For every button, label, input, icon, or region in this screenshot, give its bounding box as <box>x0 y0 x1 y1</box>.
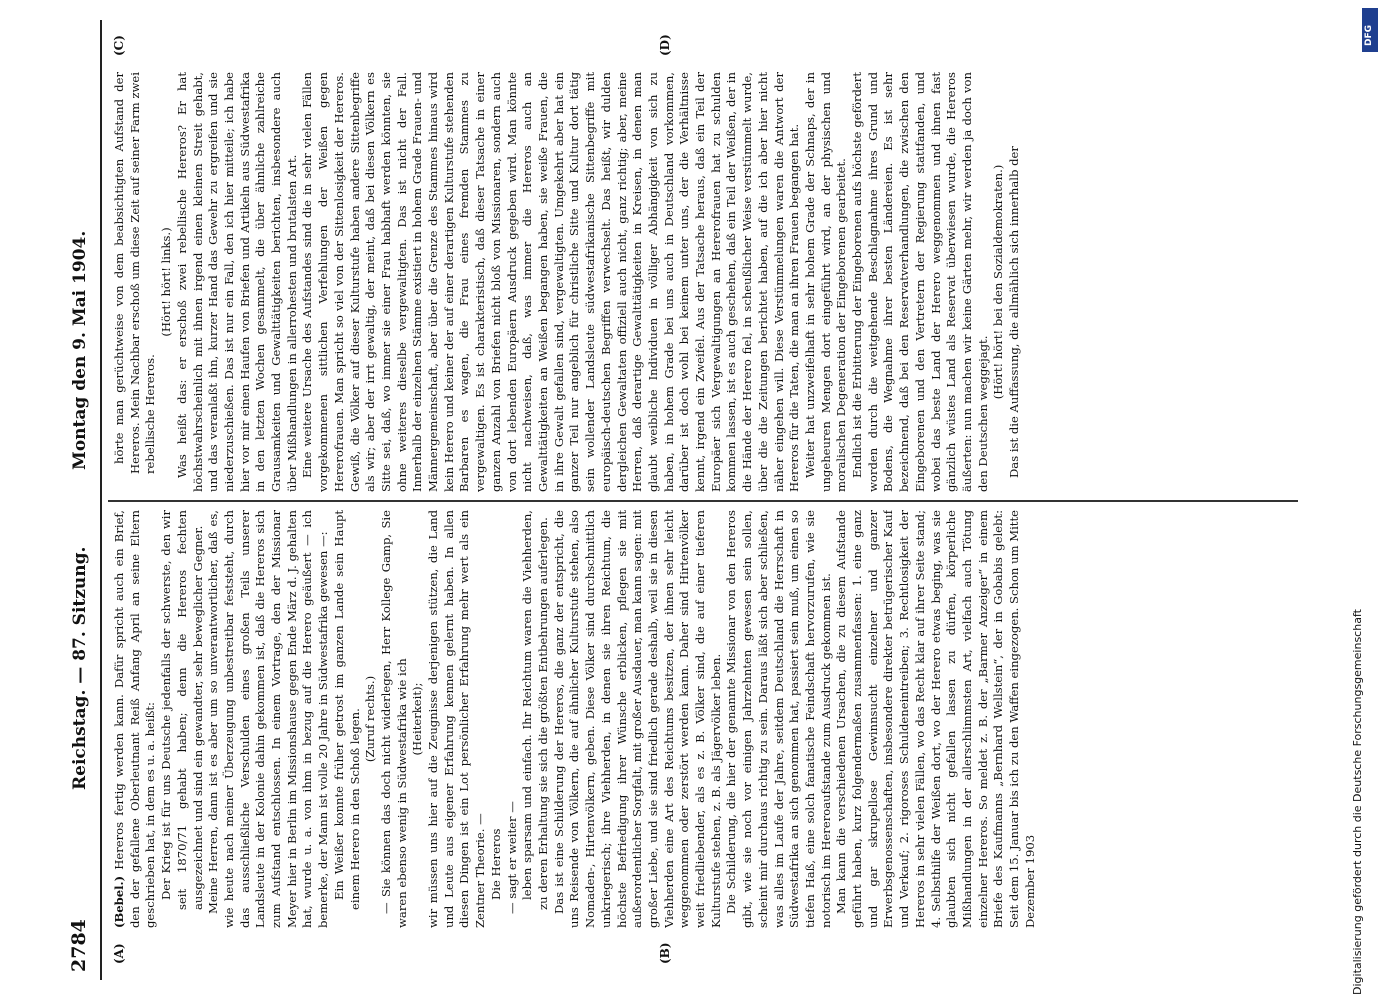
column-rule <box>108 500 1298 502</box>
margin-mark-c: (C) <box>112 35 126 56</box>
paragraph: Die Schilderung, die hier der genannte Missionar von den Hereros gibt, wie sie noch vor einigen Jahrzehnten gewesen sein sollen, scheint mir durchaus richtig zu sein. Daraus läßt sich aber schließen, was alles im Laufe der Jahre, seitdem Deutschland die Herrschaft in Südwestafrika an sich genommen hat, passiert sein muß, um einen so tiefen Haß, eine solch fanatische Feindschaft hervorzurufen, wie sie notorisch im Hereroaufstande zum Ausdruck gekommen ist. <box>724 510 833 928</box>
right-column <box>112 72 1302 492</box>
paragraph: Meine Herren, dann ist es aber um so unverantwortlicher, daß es, wie heute nach meiner Überzeugung unbestreitbar feststeht, durch das ausschließliche Verschulden eines großen Teils unserer Landsleute in der Kolonie dahin gekommen ist, daß die Hereros sich zum Aufstand entschlossen. In einem Vortrage, den der Missionar Meyer hier in Berlin im Missionshause gegen Ende März d. J. gehalten hat, wurde u. a. von ihm in bezug auf die Herero geäußert — ich bemerke, der Mann ist volle 20 Jahre in Südwestafrika gewesen —: <box>206 510 331 928</box>
quote: Die Hereros <box>488 828 503 900</box>
interjection: (Hört! hört! links.) <box>159 227 174 337</box>
interjection: (Hört! hört! bei den Sozialdemokraten.) <box>991 164 1006 400</box>
paragraph: — Sie können das doch nicht widerlegen, Herr Kollege Gamp, Sie waren ebenso wenig in Südwestafrika wie ich <box>378 510 409 928</box>
quote: Ein Weißer konnte früher getrost im ganzen Lande sein Haupt einem Herero in den Schoß legen. <box>331 510 362 910</box>
page-header <box>60 20 100 980</box>
digitization-note <box>1337 0 1383 1000</box>
digitization-note-text: Digitalisierung gefördert durch die Deutsche Forschungsgemeinschaft <box>1351 609 1364 995</box>
paragraph: Was heißt das: er erschoß zwei rebellische Hereros? Er hat höchstwahrscheinlich mit ihnen irgend einen kleinen Streit gehabt, und das veranlaßt ihn, kurzer Hand das Gewehr zu ergreifen und sie niederzuschießen. Das ist nur ein Fall, den ich hier mitteile; ich habe hier vor mir einen Haufen von Briefen und Artikeln aus Südwestafrika in den letzten Wochen gesammelt, die über ähnliche zahlreiche Grausamkeiten und Gewalttätigkeiten berichten, insbesondere auch über Mißhandlungen in allerrohesten und brutalsten Art. <box>174 72 299 492</box>
page-number: 2784 <box>68 919 90 972</box>
dfg-logo-text: DFG <box>1364 24 1374 46</box>
paragraph: Weiter hat unzweifelhaft in sehr hohem Grade der Schnaps, der in ungeheuren Mengen dort eingeführt wird, an der physischen und moralischen Degeneration der Eingeborenen gearbeitet. <box>802 72 849 492</box>
paragraph: Man kann die verschiedenen Ursachen, die zu diesem Aufstande geführt haben, kurz folgendermaßen zusammenfassen: 1. eine ganz und gar skrupellose Gewinnsucht einzelner und ganzer Erwerbsgenossenschaften, insbesondere direkter betrügerischer Kauf und Verkauf; 2. rigoroses Schuldeneintreiben; 3. Rechtlosigkeit der Hereros in sehr vielen Fällen, wo das Recht klar auf ihrer Seite stand; 4. Selbsthilfe der Weißen dort, wo der Herero etwas beging, was sie glaubten sich nicht gefallen lassen zu dürfen, körperliche Mißhandlungen in der allerschlimmsten Art, vielfach auch Tötung einzelner Hereros. So meldet z. B. der „Barmer Anzeiger“ in einem Briefe des Kaufmanns „Bernhard Wellstein“, der in Gobabis gelebt: Seit dem 15. Januar bis ich zu den Waffen eingezogen. Schon um Mitte Dezember 1903 <box>834 510 1037 928</box>
header-title-right: Montag den 9. Mai 1904. <box>70 230 90 470</box>
margin-mark-b: (B) <box>658 942 672 964</box>
header-rule <box>100 20 102 980</box>
paragraph: (Bebel.) Hereros fertig werden kann. Dafür spricht auch ein Brief, den der gefallene Oberleutnant Reiß Anfang April an seine Eltern geschrieben hat, in dem es u. a. heißt: <box>112 510 158 928</box>
paragraph: — sagt er weiter — <box>504 801 519 914</box>
paragraph: Endlich ist die Erbitterung der Eingeborenen aufs höchste gefördert worden durch die weitgehende Beschlagnahme ihres Grund und Bodens, die Wegnahme ihrer besten Ländereien. Es ist sehr bezeichnend, daß bei den Reservatverhandlungen, die zwischen den Eingeborenen und den Vertretern der Regierung stattfanden, und wobei das beste Land der Herero weggenommen und ihnen fast gänzlich wüstes Land als Reservat überwiesen wurde, die Hereros äußerten: nun machen wir keine Gärten mehr, wir werden ja doch von den Deutschen weggejagt. <box>850 72 990 492</box>
quote: hörte man gerüchtweise von dem beabsichtigten Aufstand der Hereros. Mein Nachbar erschoß um diese Zeit auf seiner Farm zwei rebellische Hereros. <box>112 72 158 474</box>
paragraph: wir müssen uns hier auf die Zeugnisse derjenigen stützen, die Land und Leute aus eigener Erfahrung kennen gelernt haben. In allen diesen Dingen ist ein Lot persönlicher Erfahrung mehr wert als ein Zentner Theorie. — <box>426 510 488 928</box>
header-title-left: Reichstag. — 87. Sitzung. <box>70 546 90 790</box>
margin-mark-d: (D) <box>658 34 672 56</box>
quote: leben sparsam und einfach. Ihr Reichtum waren die Viehherden, zu deren Erhaltung sie sich die größten Entbehrungen auferlegen. <box>520 510 550 910</box>
left-column <box>112 510 1302 928</box>
quote: Der Krieg ist für uns Deutsche jedenfalls der schwerste, den wir seit 1870/71 gehabt haben; denn die Hereros fechten ausgezeichnet und sind ein gewandter, sehr beweglicher Gegner. <box>159 510 205 910</box>
interjection: (Zuruf rechts.) <box>363 675 378 763</box>
interjection: (Heiterkeit); <box>410 682 425 756</box>
dfg-logo <box>1362 8 1378 52</box>
paragraph: Das ist die Auffassung, die allmählich sich innerhalb der <box>1007 146 1022 478</box>
paragraph: Eine weitere Ursache des Aufstandes sind die in sehr vielen Fällen vorgekommenen sittlichen Verfehlungen der Weißen gegen Hererofrauen. Man spricht so viel von der Sittenlosigkeit der Hereros. Gewiß, die Völker auf dieser Kulturstufe haben andere Sittenbegriffe als wir; aber der irrt gewaltig, der meint, daß bei diesen Völkern es Sitte sei, daß, wo immer sie einer Frau habhaft werden könnten, sie ohne weiteres dieselbe vergewaltigten. Das ist nicht der Fall. Innerhalb der einzelnen Stämme existiert in hohem Grade Frauen- und Männergemeinschaft, aber über die Grenze des Stammes hinaus wird kein Herero und keiner der auf einer derartigen Kulturstufe stehenden Barbaren es wagen, die Frau eines fremden Stammes zu vergewaltigen. Es ist charakteristisch, daß dieser Tatsache in einer ganzen Anzahl von Briefen nicht bloß von Missionaren, sondern auch von dort lebenden Europäern Ausdruck gegeben wird. Man könnte nicht nachweisen, daß, was immer die Hereros auch an Gewalttätigkeiten an Weißen begangen haben, sie weiße Frauen, die in ihre Gewalt gefallen sind, vergewaltigten. Umgekehrt aber hat ein ganzer Teil nur angeblich für christliche Sitte und Kultur dort tätig sein wollender Landsleute südwestafrikanische Sittenbegriffe mit europäisch-deutschen Begriffen verwechselt. Das heißt, wir dulden dergleichen Gewaltaten offiziell auch nicht, ganz richtig; aber, meine Herren, daß derartige Gewalttätigkeiten in Kreisen, in denen man glaubt weibliche Individuen in völliger Abhängigkeit von sich zu haben, in hohem Grade bei uns auch in Deutschland vorkommen, darüber ist doch wohl bei keinem unter uns, der die Verhältnisse kennt, irgend ein Zweifel. Aus der Tatsache heraus, daß ein Teil der Europäer sich Vergewaltigungen an Hererofrauen hat zu schulden kommen lassen, ist es auch geschehen, daß ein Teil der Weißen, der in die Hände der Herero fiel, in scheußlicher Weise verstümmelt wurde, über die die Zeitungen berichtet haben, auf die ich aber hier nicht näher eingehen will. Diese Verstümmelungen waren die Antwort der Hereros für die Taten, die man an ihren Frauen begangen hat. <box>300 72 802 492</box>
paragraph: Das ist eine Schilderung der Hereros, die ganz der entspricht, die uns Reisende von Völkern, die auf ähnlicher Kulturstufe stehen, also Nomaden-, Hirtenvölkern, geben. Diese Völker sind durchschnittlich unkriegerisch; ihre Viehherden, in denen sie ihren Reichtum, die höchste Befriedigung ihrer Wünsche erblicken, pflegen sie mit außerordentlicher Sorgfalt, mit großer Ausdauer, man kann sagen: mit großer Liebe, und sie sind friedlich gerade deshalb, weil sie in diesen Viehherden eine Art des Reichtums besitzen, der ihnen sehr leicht weggenommen oder zerstört werden kann. Daher sind Hirtenvölker weit friedliebender, als es z. B. Völker sind, die auf einer tieferen Kulturstufe stehen, z. B. als Jägervölker leben. <box>551 510 723 928</box>
margin-mark-a: (A) <box>112 943 126 964</box>
speaker-name: (Bebel.) <box>112 875 126 928</box>
